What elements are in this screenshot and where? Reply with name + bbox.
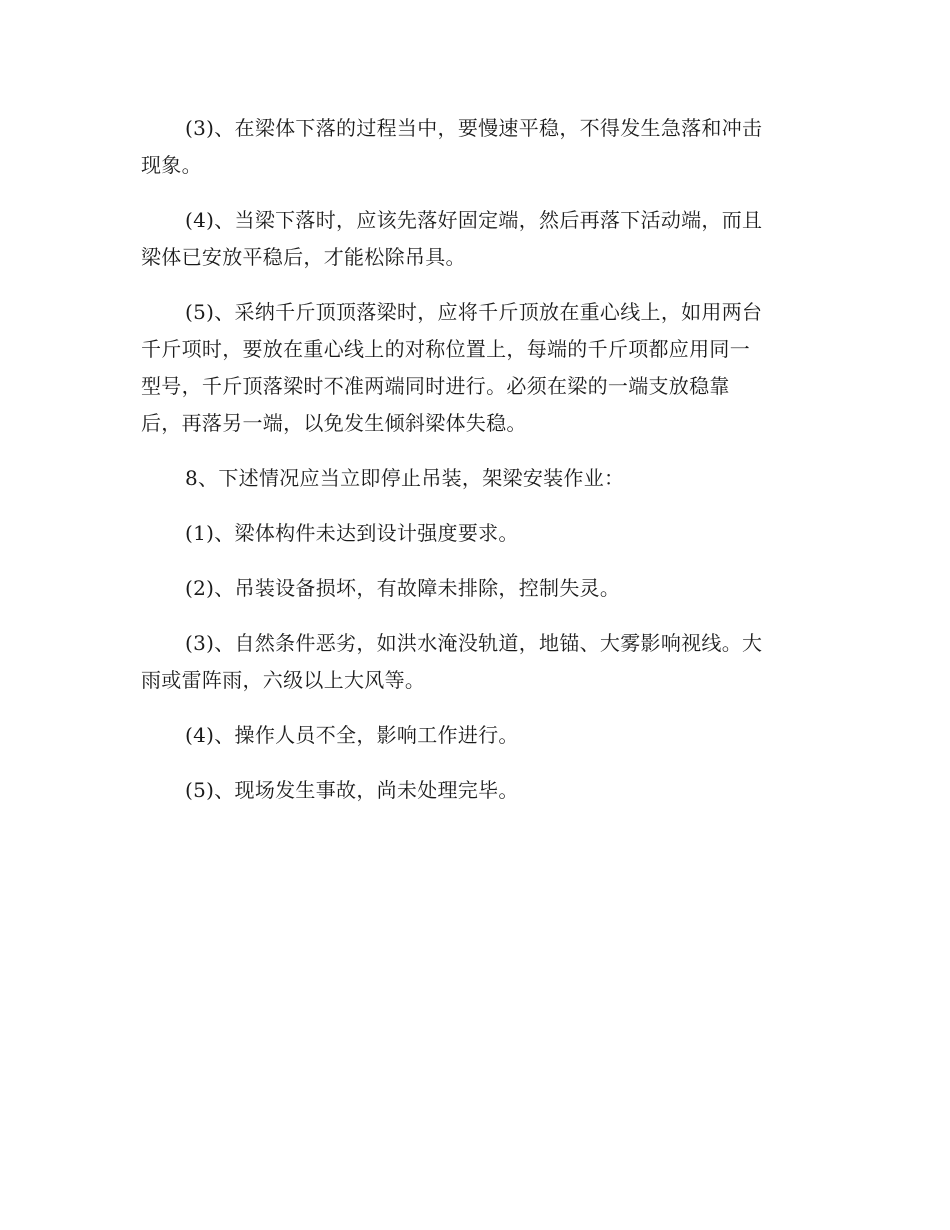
list-item-4-staff <box>141 717 813 754</box>
paragraph-step-3-lowering <box>141 110 813 184</box>
section-heading-8-stop-conditions <box>141 460 813 497</box>
text-line: (4)、当梁下落时，应该先落好固定端，然后再落下活动端，而且 <box>185 208 763 232</box>
text-line: (2)、吊装设备损坏，有故障未排除，控制失灵。 <box>185 576 621 600</box>
list-item-3-weather <box>141 625 813 699</box>
paragraph-step-4-fixed-end <box>141 202 813 276</box>
paragraph-step-5-jack <box>141 294 813 442</box>
list-item-1-strength <box>141 515 813 552</box>
text-line: 雨或雷阵雨，六级以上大风等。 <box>141 668 426 692</box>
text-line: 型号，千斤顶落梁时不准两端同时进行。必须在梁的一端支放稳靠 <box>141 374 730 398</box>
text-line: (5)、现场发生事故，尚未处理完毕。 <box>185 778 519 802</box>
text-line: 现象。 <box>141 153 202 177</box>
list-item-2-equipment <box>141 570 813 607</box>
text-line: 后，再落另一端，以免发生倾斜梁体失稳。 <box>141 411 527 435</box>
list-item-5-accident <box>141 772 813 809</box>
text-line: 千斤项时，要放在重心线上的对称位置上，每端的千斤项都应用同一 <box>141 337 750 361</box>
text-line: 梁体已安放平稳后，才能松除吊具。 <box>141 245 466 269</box>
text-line: (4)、操作人员不全，影响工作进行。 <box>185 723 519 747</box>
text-line: 8、下述情况应当立即停止吊装，架梁安装作业： <box>185 466 625 490</box>
text-line: (5)、采纳千斤顶顶落梁时，应将千斤顶放在重心线上，如用两台 <box>185 300 763 324</box>
text-line: (1)、梁体构件未达到设计强度要求。 <box>185 521 519 545</box>
text-line: (3)、在梁体下落的过程当中，要慢速平稳，不得发生急落和冲击 <box>185 116 763 140</box>
document-body <box>141 110 813 827</box>
text-line: (3)、自然条件恶劣，如洪水淹没轨道，地锚、大雾影响视线。大 <box>185 631 763 655</box>
